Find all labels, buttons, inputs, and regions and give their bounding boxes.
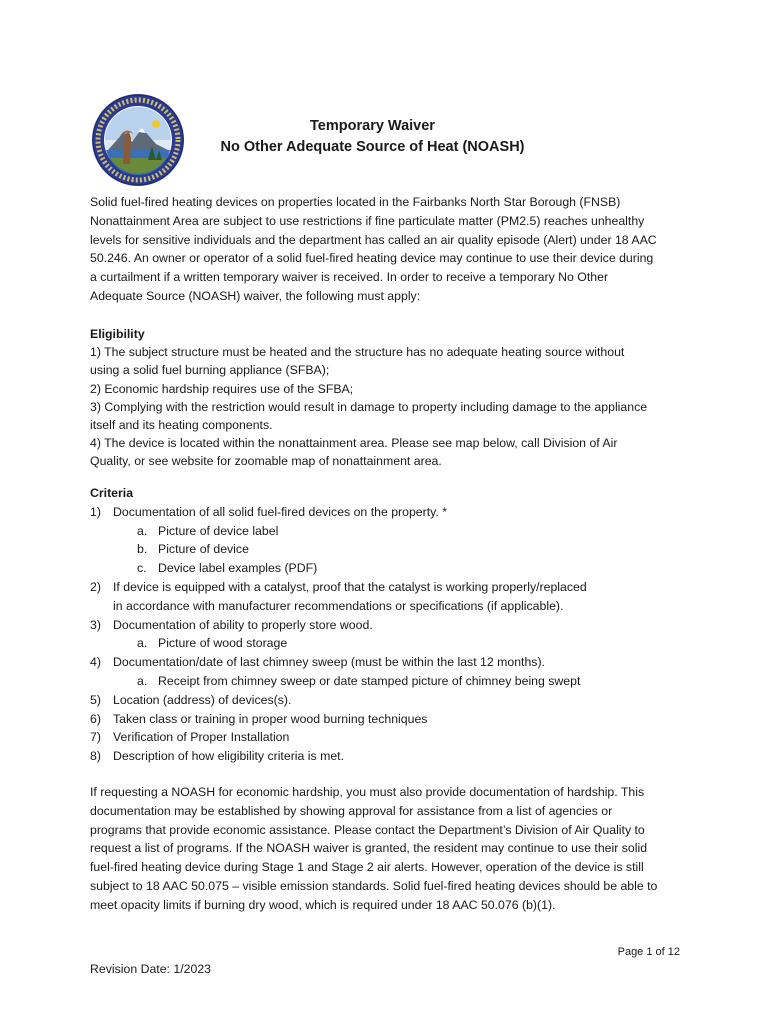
criteria-item-number: 3) [90,617,101,632]
criteria-subitem-text: Picture of wood storage [158,636,288,651]
intro-line: Adequate Source (NOASH) waiver, the following must apply: [90,288,421,303]
intro-line: levels for sensitive individuals and the department has called an air quality episode (Alert) under 18 AAC [90,232,657,247]
criteria-item-number: 8) [90,749,101,764]
eligibility-line: 1) The subject structure must be heated and the structure has no adequate heating source without [90,345,625,360]
criteria-item [90,653,690,672]
criteria-subitem [90,672,690,691]
document-title: Temporary Waiver [310,118,435,134]
criteria-section [90,484,690,766]
criteria-subitem [90,634,690,653]
criteria-item-number: 4) [90,655,101,670]
criteria-item-text: Location (address) of devices(s). [113,692,292,707]
criteria-subitem-letter: c. [137,561,147,576]
eligibility-line: Quality, or see website for zoomable map of nonattainment area. [90,454,442,469]
intro-line: Nonattainment Area are subject to use restrictions if fine particulate matter (PM2.5) reaches unhealthy [90,213,645,228]
criteria-item-text: Documentation of all solid fuel-fired devices on the property. * [113,504,448,519]
criteria-item-text-continued: in accordance with manufacturer recommendations or specifications (if applicable). [113,598,564,613]
criteria-subitem-letter: a. [137,673,148,688]
criteria-subitem-letter: a. [137,636,148,651]
criteria-item-number: 7) [90,730,101,745]
eligibility-line: using a solid fuel burning appliance (SFBA); [90,363,330,378]
criteria-subitem-text: Picture of device label [158,523,279,538]
hardship-paragraph [90,783,690,915]
criteria-item-text: If device is equipped with a catalyst, proof that the catalyst is working properly/replaced [113,579,587,594]
criteria-item-number: 1) [90,504,101,519]
revision-date: Revision Date: 1/2023 [90,962,211,976]
document-title-block [190,116,555,158]
criteria-item-text: Taken class or training in proper wood burning techniques [113,711,428,726]
criteria-item [90,503,690,522]
criteria-heading: Criteria [90,486,134,500]
criteria-subitem-text: Device label examples (PDF) [158,561,318,576]
hardship-line: If requesting a NOASH for economic hardship, you must also provide documentation of hardship. This [90,785,645,799]
criteria-item-number: 5) [90,692,101,707]
criteria-item [90,710,690,729]
criteria-subitem-letter: b. [137,542,148,557]
intro-line: a curtailment if a written temporary waiver is received. In order to receive a temporary No Other [90,270,609,285]
eligibility-line: 4) The device is located within the nonattainment area. Please see map below, call Division of Air [90,436,618,451]
eligibility-line: 3) Complying with the restriction would result in damage to property including damage to the appliance [90,399,648,414]
eligibility-line: itself and its heating components. [90,418,273,433]
document-subtitle: No Other Adequate Source of Heat (NOASH) [220,139,525,155]
criteria-item-number: 2) [90,579,101,594]
criteria-item-number: 6) [90,711,101,726]
criteria-subitem [90,540,690,559]
hardship-line: subject to 18 AAC 50.075 – visible emission standards. Solid fuel-fired heating devices should be able to [90,878,658,893]
page-number: Page 1 of 12 [617,946,680,958]
criteria-subitem-text: Receipt from chimney sweep or date stamped picture of chimney being swept [158,673,581,688]
criteria-item [90,616,690,635]
criteria-item-text: Description of how eligibility criteria is met. [113,749,344,764]
criteria-item-text: Documentation/date of last chimney sweep (must be within the last 12 months). [113,655,545,670]
intro-line: 50.246. An owner or operator of a solid fuel-fired heating device may continue to use their device during [90,251,654,266]
eligibility-line: 2) Economic hardship requires use of the SFBA; [90,381,354,396]
criteria-item [90,578,690,616]
criteria-subitem [90,522,690,541]
intro-line: Solid fuel-fired heating devices on properties located in the Fairbanks North Star Borough (FNSB) [90,195,621,209]
hardship-line: programs that provide economic assistance. Please contact the Department’s Division of Air Quality to [90,822,645,837]
eligibility-section [90,325,690,471]
state-seal-icon [90,92,186,188]
criteria-item-text: Documentation of ability to properly store wood. [113,617,373,632]
hardship-line: meet opacity limits if burning dry wood, which is required under 18 AAC 50.076 (b)(1). [90,897,556,912]
criteria-item [90,747,690,766]
criteria-item-text: Verification of Proper Installation [113,730,290,745]
criteria-subitem-letter: a. [137,523,148,538]
hardship-line: fuel-fired heating device during Stage 1 and Stage 2 air alerts. However, operation of the device is still [90,860,644,875]
intro-paragraph [90,193,690,306]
criteria-subitem [90,559,690,578]
criteria-item [90,728,690,747]
hardship-line: request a list of programs. If the NOASH waiver is granted, the resident may continue to use their solid [90,841,648,856]
hardship-line: documentation may be established by showing approval for assistance from a list of agencies or [90,803,613,818]
criteria-subitem-text: Picture of device [158,542,249,557]
eligibility-heading: Eligibility [90,327,145,341]
criteria-item [90,691,690,710]
